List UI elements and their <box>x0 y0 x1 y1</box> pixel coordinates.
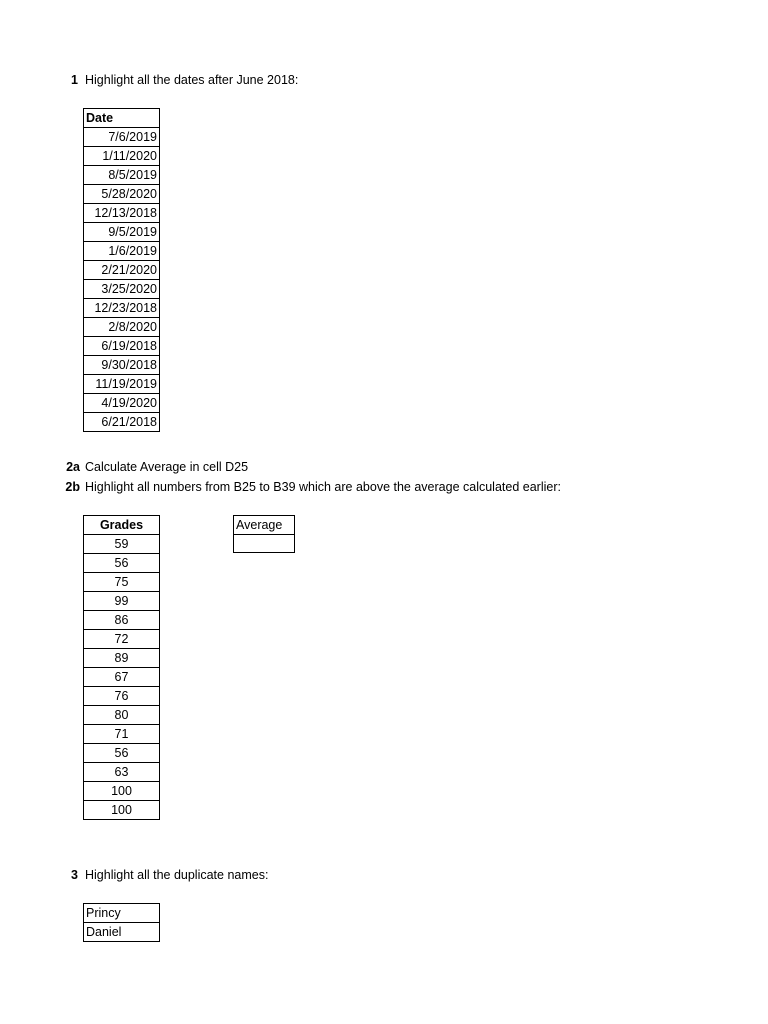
question-2b-number: 2b <box>65 480 80 494</box>
grade-cell[interactable]: 56 <box>84 554 160 573</box>
date-row <box>84 185 160 204</box>
grade-row <box>84 592 160 611</box>
date-cell[interactable]: 1/6/2019 <box>84 242 160 261</box>
dates-table-body <box>84 128 160 432</box>
date-cell[interactable]: 6/21/2018 <box>84 413 160 432</box>
grade-row <box>84 763 160 782</box>
date-cell[interactable]: 11/19/2019 <box>84 375 160 394</box>
grade-row <box>84 687 160 706</box>
date-row <box>84 128 160 147</box>
date-cell[interactable]: 2/8/2020 <box>84 318 160 337</box>
grade-row <box>84 630 160 649</box>
grade-row <box>84 535 160 554</box>
date-row <box>84 318 160 337</box>
grade-row <box>84 782 160 801</box>
date-cell[interactable]: 8/5/2019 <box>84 166 160 185</box>
grades-table-body <box>84 535 160 820</box>
grade-row <box>84 744 160 763</box>
grade-row <box>84 668 160 687</box>
question-1-text: Highlight all the dates after June 2018: <box>85 73 299 87</box>
grade-cell[interactable]: 72 <box>84 630 160 649</box>
question-2b-text: Highlight all numbers from B25 to B39 which are above the average calculated earlier: <box>85 480 561 494</box>
date-row <box>84 280 160 299</box>
grade-row <box>84 554 160 573</box>
grade-cell[interactable]: 75 <box>84 573 160 592</box>
average-table <box>233 515 295 553</box>
name-row <box>84 904 160 923</box>
name-cell[interactable]: Princy <box>84 904 160 923</box>
name-row <box>84 923 160 942</box>
date-cell[interactable]: 4/19/2020 <box>84 394 160 413</box>
grade-row <box>84 573 160 592</box>
grade-row <box>84 725 160 744</box>
grade-row <box>84 706 160 725</box>
date-cell[interactable]: 6/19/2018 <box>84 337 160 356</box>
grade-cell[interactable]: 76 <box>84 687 160 706</box>
grade-row <box>84 801 160 820</box>
question-2a-number: 2a <box>66 460 80 474</box>
question-2a-text: Calculate Average in cell D25 <box>85 460 249 474</box>
date-cell[interactable]: 12/13/2018 <box>84 204 160 223</box>
date-row <box>84 166 160 185</box>
date-cell[interactable]: 2/21/2020 <box>84 261 160 280</box>
grade-cell[interactable]: 63 <box>84 763 160 782</box>
date-row <box>84 375 160 394</box>
date-cell[interactable]: 7/6/2019 <box>84 128 160 147</box>
date-row <box>84 261 160 280</box>
question-1-number: 1 <box>71 73 78 87</box>
grade-cell[interactable]: 71 <box>84 725 160 744</box>
date-cell[interactable]: 1/11/2020 <box>84 147 160 166</box>
date-cell[interactable]: 3/25/2020 <box>84 280 160 299</box>
names-table-body <box>84 904 160 942</box>
date-row <box>84 356 160 375</box>
average-value-cell[interactable] <box>234 535 295 553</box>
grade-cell[interactable]: 80 <box>84 706 160 725</box>
grade-cell[interactable]: 56 <box>84 744 160 763</box>
date-row <box>84 413 160 432</box>
date-cell[interactable]: 9/5/2019 <box>84 223 160 242</box>
date-row <box>84 147 160 166</box>
grade-cell[interactable]: 86 <box>84 611 160 630</box>
grade-cell[interactable]: 59 <box>84 535 160 554</box>
grade-row <box>84 611 160 630</box>
grades-header-cell[interactable]: Grades <box>84 516 160 535</box>
grade-cell[interactable]: 67 <box>84 668 160 687</box>
names-table <box>83 903 160 942</box>
dates-table <box>83 108 160 432</box>
grade-cell[interactable]: 100 <box>84 801 160 820</box>
date-row <box>84 223 160 242</box>
dates-header-cell[interactable]: Date <box>84 109 160 128</box>
date-cell[interactable]: 5/28/2020 <box>84 185 160 204</box>
date-row <box>84 394 160 413</box>
question-3-number: 3 <box>71 868 78 882</box>
grade-cell[interactable]: 100 <box>84 782 160 801</box>
grade-cell[interactable]: 99 <box>84 592 160 611</box>
grades-table <box>83 515 160 820</box>
grade-row <box>84 649 160 668</box>
question-3-text: Highlight all the duplicate names: <box>85 868 269 882</box>
date-row <box>84 242 160 261</box>
average-label-cell[interactable]: Average <box>234 516 295 535</box>
name-cell[interactable]: Daniel <box>84 923 160 942</box>
date-row <box>84 204 160 223</box>
grade-cell[interactable]: 89 <box>84 649 160 668</box>
date-row <box>84 337 160 356</box>
date-cell[interactable]: 12/23/2018 <box>84 299 160 318</box>
date-row <box>84 299 160 318</box>
date-cell[interactable]: 9/30/2018 <box>84 356 160 375</box>
